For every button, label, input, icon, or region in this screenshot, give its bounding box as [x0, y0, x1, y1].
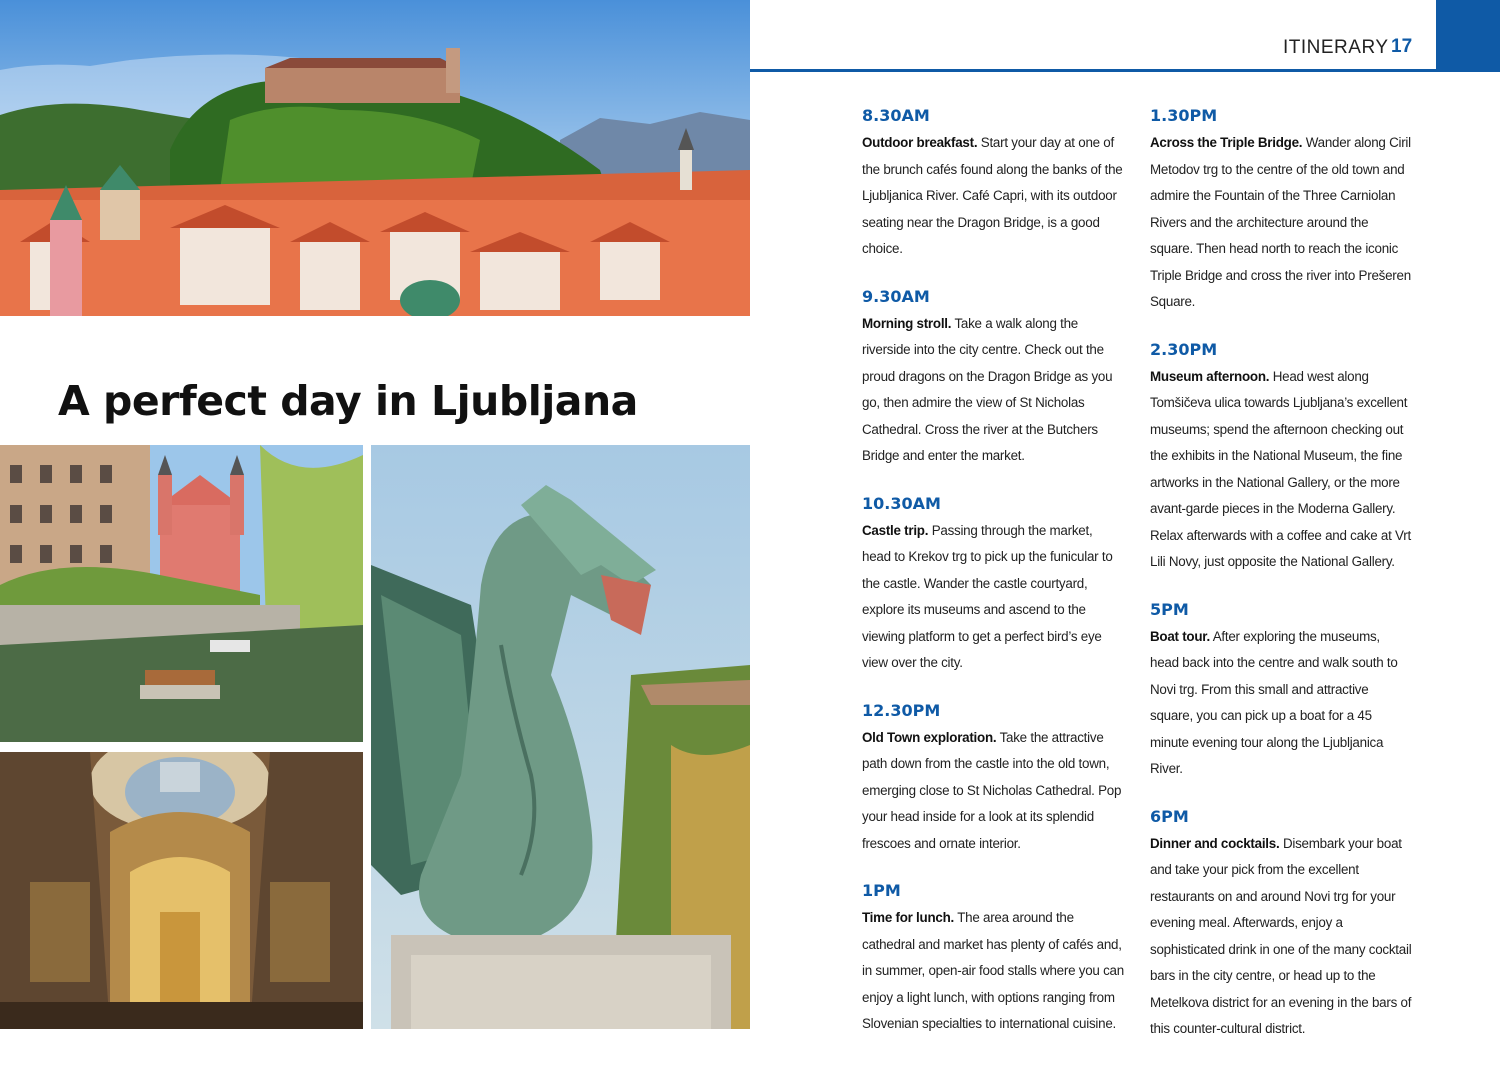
photo-river-church — [0, 445, 363, 742]
entry-text: Disembark your boat and take your pick from the excellent restaurants on and around Novi trg for your evening meal. Afterwards, enjoy a sophisticated drink in one of the many cocktail bars in the city centre, or head up to the Metelkova district for an evening in the bars of this counter-cultural district. — [1150, 835, 1412, 1036]
entry-body — [862, 725, 1124, 858]
photo-dragon-statue — [371, 445, 750, 1029]
entry-lead: Old Town exploration. — [862, 729, 997, 745]
itinerary-entry — [1150, 339, 1412, 576]
itinerary-entry — [862, 105, 1124, 263]
entry-body — [1150, 364, 1412, 576]
entry-lead: Outdoor breakfast. — [862, 135, 978, 150]
entry-body — [862, 311, 1124, 470]
entry-time: 12.30PM — [862, 700, 941, 720]
entry-time: 1PM — [862, 881, 901, 900]
entry-body — [1150, 831, 1412, 1043]
entry-time: 6PM — [1150, 806, 1189, 826]
entry-body — [862, 905, 1124, 1038]
entry-time: 10.30AM — [862, 493, 941, 513]
photo-cathedral-interior — [0, 752, 363, 1029]
entry-text: The area around the cathedral and market has plenty of cafés and, in summer, open-air food stalls where you can enjoy a light lunch, with options ranging from Slovenian specialties to international cuisine. — [862, 910, 1124, 1031]
entry-text: Take the attractive path down from the castle into the old town, emerging close to St Nicholas Cathedral. Pop your head inside for a look at its splendid frescoes and ornate interior. — [862, 729, 1122, 851]
entry-body — [1150, 624, 1412, 783]
page-title: A perfect day in Ljubljana — [58, 377, 638, 426]
itinerary-entry — [862, 286, 1124, 470]
entry-text: Head west along Tomšičeva ulica towards Ljubljana’s excellent museums; spend the afternoon checking out the exhibits in the National Museum, the fine artworks in the National Gallery, or the more avant-garde pieces in the Moderna Gallery. Relax afterwards with a coffee and cake at Vrt Lili Novy, just opposite the National Gallery. — [1150, 368, 1411, 569]
itinerary-entry — [1150, 806, 1412, 1043]
itinerary-column-left — [862, 105, 1124, 1061]
itinerary-entry — [1150, 599, 1412, 783]
entry-text: Start your day at one of the brunch cafés found along the banks of the Ljubljanica River. Café Capri, with its outdoor seating near the Dragon Bridge, is a good choice. — [862, 135, 1123, 256]
section-label: ITINERARY — [1283, 37, 1389, 58]
entry-text: Wander along Ciril Metodov trg to the centre of the old town and admire the Fountain of the Three Carniolan Rivers and the architecture around the square. Then head north to reach the iconic Triple Bridge and cross the river into Prešeren Square. — [1150, 135, 1411, 309]
entry-body — [1150, 130, 1412, 316]
entry-lead: Dinner and cocktails. — [1150, 835, 1280, 851]
itinerary-entry — [1150, 105, 1412, 316]
entry-lead: Boat tour. — [1150, 628, 1210, 644]
page-number-tab — [1436, 0, 1500, 72]
photo-castle-panorama — [0, 0, 750, 316]
entry-time: 5PM — [1150, 599, 1189, 619]
itinerary-entry — [862, 700, 1124, 858]
entry-lead: Across the Triple Bridge. — [1150, 135, 1303, 150]
page-number: 17 — [1391, 36, 1413, 57]
itinerary-entry — [862, 880, 1124, 1038]
entry-time: 8.30AM — [862, 106, 930, 125]
entry-lead: Castle trip. — [862, 522, 929, 538]
entry-lead: Time for lunch. — [862, 910, 954, 925]
itinerary-entry — [862, 493, 1124, 677]
entry-time: 9.30AM — [862, 286, 930, 306]
itinerary-column-right — [1150, 105, 1412, 1066]
header-rule — [750, 69, 1500, 72]
entry-body — [862, 130, 1124, 263]
entry-time: 2.30PM — [1150, 339, 1218, 359]
entry-lead: Morning stroll. — [862, 315, 952, 331]
entry-text: Take a walk along the riverside into the city centre. Check out the proud dragons on the Dragon Bridge as you go, then admire the view of St Nicholas Cathedral. Cross the river at the Butchers Bridge and enter the market. — [862, 315, 1113, 463]
entry-text: Passing through the market, head to Krekov trg to pick up the funicular to the castle. Wander the castle courtyard, explore its museums and ascend to the viewing platform to get a perfect bird’s eye view over the city. — [862, 522, 1113, 670]
entry-time: 1.30PM — [1150, 106, 1218, 125]
entry-lead: Museum afternoon. — [1150, 368, 1270, 384]
entry-text: After exploring the museums, head back into the centre and walk south to Novi trg. From this small and attractive square, you can pick up a boat for a 45 minute evening tour along the Ljubljanica River. — [1150, 628, 1398, 776]
entry-body — [862, 518, 1124, 677]
